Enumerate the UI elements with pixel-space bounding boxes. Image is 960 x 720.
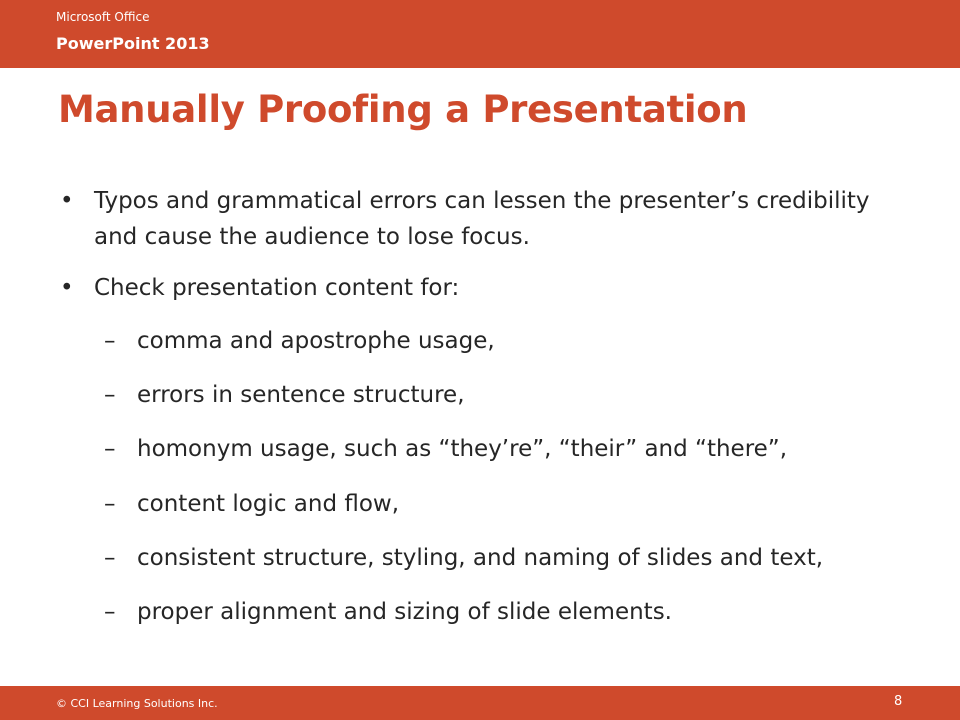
- sub-item-text: comma and apostrophe usage,: [137, 328, 495, 354]
- bullet-text: Check presentation content for:: [94, 275, 460, 301]
- dash-icon: –: [104, 382, 116, 408]
- bullet-dot-icon: •: [60, 275, 74, 301]
- dash-icon: –: [104, 491, 116, 517]
- sub-item-text: content logic and flow,: [137, 491, 400, 517]
- bullet-text: Typos and grammatical errors can lessen the presenter’s credibility and cause the audience to lose focus.: [94, 188, 870, 250]
- dash-icon: –: [104, 436, 116, 462]
- sub-item-text: homonym usage, such as “they’re”, “their” and “there”,: [137, 436, 788, 462]
- slide-title: Manually Proofing a Presentation: [58, 88, 748, 131]
- dash-icon: –: [104, 599, 116, 625]
- sub-item-text: errors in sentence structure,: [137, 382, 465, 408]
- slide-number: 8: [894, 694, 903, 709]
- dash-icon: –: [104, 328, 116, 354]
- footer-bar: [0, 686, 960, 720]
- sub-item-text: proper alignment and sizing of slide elements.: [137, 599, 672, 625]
- dash-icon: –: [104, 545, 116, 571]
- sub-item-text: consistent structure, styling, and naming of slides and text,: [137, 545, 824, 571]
- footer-copyright: © CCI Learning Solutions Inc.: [56, 697, 218, 710]
- bullet-dot-icon: •: [60, 188, 74, 214]
- product-name: PowerPoint 2013: [56, 34, 210, 53]
- brand-name: Microsoft Office: [56, 10, 150, 24]
- header-bar: [0, 0, 960, 68]
